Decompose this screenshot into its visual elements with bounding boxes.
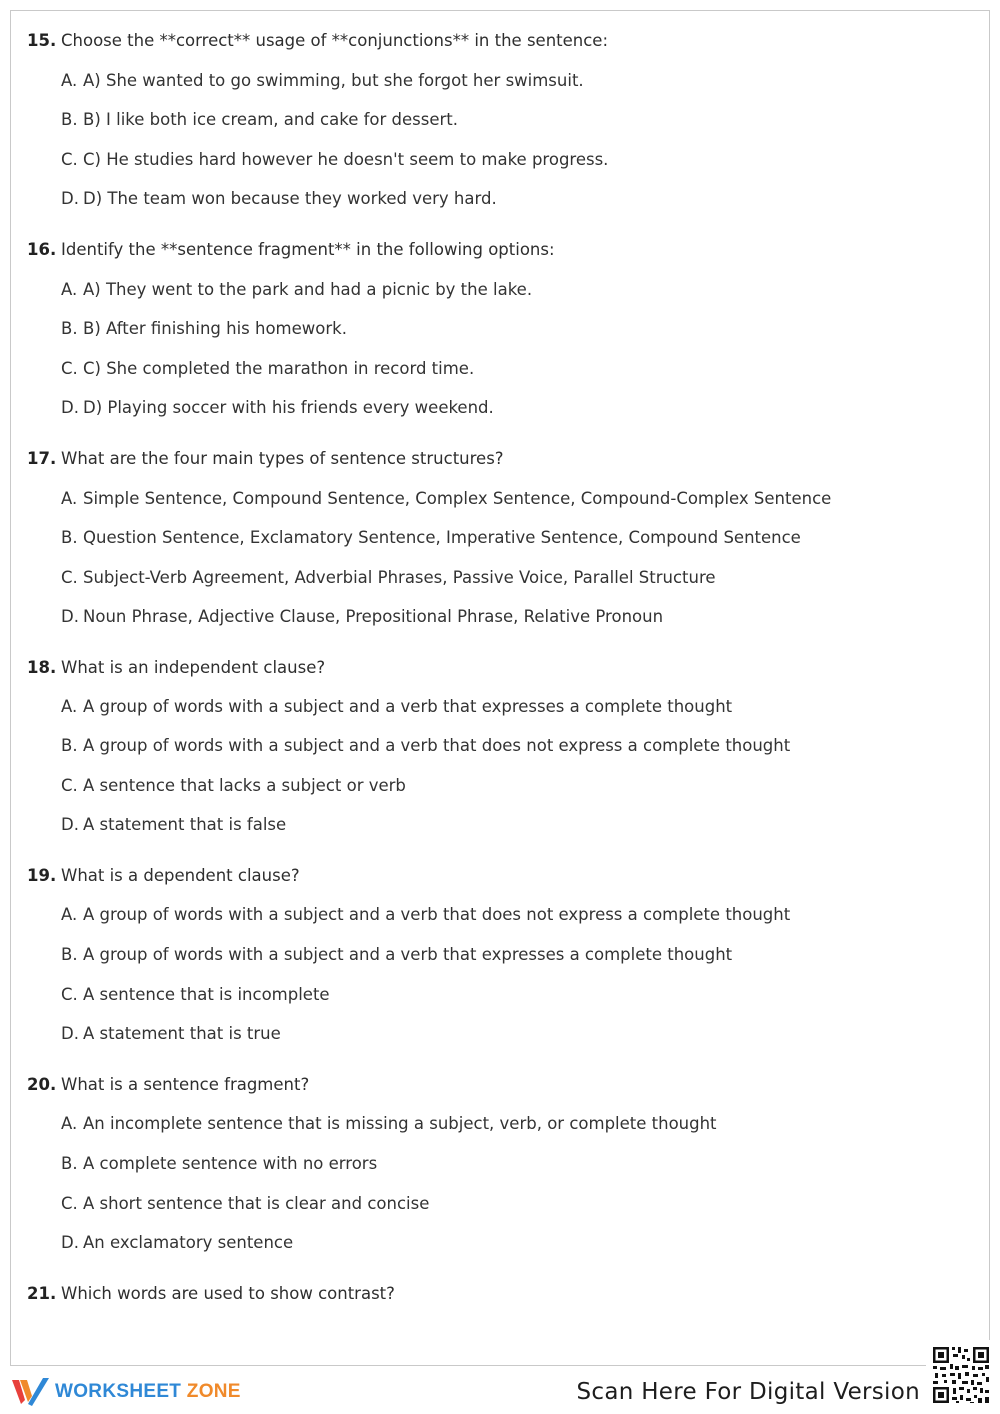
question-15 xyxy=(27,31,977,213)
option-b[interactable] xyxy=(61,1154,977,1178)
option-text: A group of words with a subject and a verb that does not express a complete thought xyxy=(83,736,791,755)
option-a[interactable] xyxy=(61,905,977,929)
option-c[interactable] xyxy=(61,1194,977,1218)
option-a[interactable] xyxy=(61,71,977,95)
option-c[interactable] xyxy=(61,985,977,1009)
option-letter: C. xyxy=(61,568,78,587)
brand-name-part1: WORKSHEET xyxy=(55,1381,182,1402)
worksheetzone-logo-icon xyxy=(10,1376,50,1408)
question-text: Identify the **sentence fragment** in the following options: xyxy=(61,240,555,259)
option-letter: A. xyxy=(61,1114,78,1133)
option-d[interactable] xyxy=(61,398,977,422)
option-letter: A. xyxy=(61,71,78,90)
option-list xyxy=(61,280,977,422)
option-d[interactable] xyxy=(61,815,977,839)
question-text: What is a dependent clause? xyxy=(61,866,300,885)
option-letter: B. xyxy=(61,319,78,338)
option-letter: D. xyxy=(61,607,79,626)
scan-label: Scan Here For Digital Version xyxy=(576,1379,920,1405)
option-letter: B. xyxy=(61,736,78,755)
question-number: 18. xyxy=(27,658,57,677)
option-b[interactable] xyxy=(61,528,977,552)
brand-name xyxy=(55,1381,241,1403)
option-text: A) She wanted to go swimming, but she forgot her swimsuit. xyxy=(83,71,584,90)
option-letter: A. xyxy=(61,697,78,716)
question-19 xyxy=(27,866,977,1048)
option-text: A sentence that lacks a subject or verb xyxy=(83,776,406,795)
question-number: 17. xyxy=(27,449,57,468)
option-letter: D. xyxy=(61,398,79,417)
option-b[interactable] xyxy=(61,945,977,969)
option-c[interactable] xyxy=(61,568,977,592)
option-text: An incomplete sentence that is missing a subject, verb, or complete thought xyxy=(83,1114,717,1133)
question-text: Which words are used to show contrast? xyxy=(61,1284,395,1303)
option-letter: D. xyxy=(61,1024,79,1043)
option-text: D) The team won because they worked very hard. xyxy=(83,189,497,208)
option-letter: D. xyxy=(61,815,79,834)
question-number: 19. xyxy=(27,866,57,885)
option-text: A sentence that is incomplete xyxy=(83,985,330,1004)
qr-code-icon[interactable] xyxy=(926,1340,996,1410)
option-text: A group of words with a subject and a verb that expresses a complete thought xyxy=(83,945,733,964)
option-text: B) I like both ice cream, and cake for dessert. xyxy=(83,110,458,129)
question-21 xyxy=(27,1284,977,1308)
option-d[interactable] xyxy=(61,1233,977,1257)
question-16 xyxy=(27,240,977,422)
option-text: C) She completed the marathon in record time. xyxy=(83,359,475,378)
option-letter: B. xyxy=(61,945,78,964)
option-letter: D. xyxy=(61,189,79,208)
option-letter: C. xyxy=(61,776,78,795)
option-a[interactable] xyxy=(61,489,977,513)
option-letter: C. xyxy=(61,359,78,378)
option-list xyxy=(61,1114,977,1257)
option-letter: C. xyxy=(61,150,78,169)
option-text: A complete sentence with no errors xyxy=(83,1154,378,1173)
option-text: An exclamatory sentence xyxy=(83,1233,294,1252)
option-text: B) After finishing his homework. xyxy=(83,319,347,338)
option-list xyxy=(61,697,977,839)
option-letter: B. xyxy=(61,1154,78,1173)
option-c[interactable] xyxy=(61,150,977,174)
brand-logo[interactable] xyxy=(10,1376,241,1408)
option-letter: D. xyxy=(61,1233,79,1252)
option-letter: C. xyxy=(61,985,78,1004)
question-number: 20. xyxy=(27,1075,57,1094)
option-text: A statement that is false xyxy=(83,815,287,834)
question-17 xyxy=(27,449,977,631)
question-number: 15. xyxy=(27,31,57,50)
option-d[interactable] xyxy=(61,189,977,213)
option-d[interactable] xyxy=(61,607,977,631)
option-text: C) He studies hard however he doesn't seem to make progress. xyxy=(83,150,609,169)
option-b[interactable] xyxy=(61,319,977,343)
option-d[interactable] xyxy=(61,1024,977,1048)
option-text: Subject-Verb Agreement, Adverbial Phrases, Passive Voice, Parallel Structure xyxy=(83,568,716,587)
option-letter: A. xyxy=(61,280,78,299)
option-text: A) They went to the park and had a picnic by the lake. xyxy=(83,280,533,299)
option-a[interactable] xyxy=(61,697,977,721)
option-text: A short sentence that is clear and concise xyxy=(83,1194,430,1213)
option-text: Noun Phrase, Adjective Clause, Prepositional Phrase, Relative Pronoun xyxy=(83,607,664,626)
question-text: Choose the **correct** usage of **conjunctions** in the sentence: xyxy=(61,31,609,50)
option-list xyxy=(61,905,977,1048)
question-text: What is a sentence fragment? xyxy=(61,1075,310,1094)
option-b[interactable] xyxy=(61,110,977,134)
question-number: 16. xyxy=(27,240,57,259)
option-list xyxy=(61,489,977,631)
page-footer xyxy=(0,1366,1000,1414)
brand-name-part2: ZONE xyxy=(186,1381,241,1402)
option-text: A group of words with a subject and a verb that does not express a complete thought xyxy=(83,905,791,924)
option-b[interactable] xyxy=(61,736,977,760)
option-letter: C. xyxy=(61,1194,78,1213)
option-a[interactable] xyxy=(61,280,977,304)
question-18 xyxy=(27,658,977,839)
option-text: Question Sentence, Exclamatory Sentence, Imperative Sentence, Compound Sentence xyxy=(83,528,801,547)
option-letter: B. xyxy=(61,110,78,129)
question-20 xyxy=(27,1075,977,1257)
option-letter: A. xyxy=(61,905,78,924)
option-text: Simple Sentence, Compound Sentence, Complex Sentence, Compound-Complex Sentence xyxy=(83,489,832,508)
option-text: A statement that is true xyxy=(83,1024,281,1043)
option-list xyxy=(61,71,977,213)
worksheet-page xyxy=(10,10,990,1366)
option-letter: B. xyxy=(61,528,78,547)
option-c[interactable] xyxy=(61,776,977,800)
option-c[interactable] xyxy=(61,359,977,383)
question-number: 21. xyxy=(27,1284,57,1303)
question-text: What are the four main types of sentence structures? xyxy=(61,449,504,468)
question-text: What is an independent clause? xyxy=(61,658,326,677)
option-text: A group of words with a subject and a verb that expresses a complete thought xyxy=(83,697,733,716)
option-a[interactable] xyxy=(61,1114,977,1138)
option-text: D) Playing soccer with his friends every weekend. xyxy=(83,398,494,417)
option-letter: A. xyxy=(61,489,78,508)
